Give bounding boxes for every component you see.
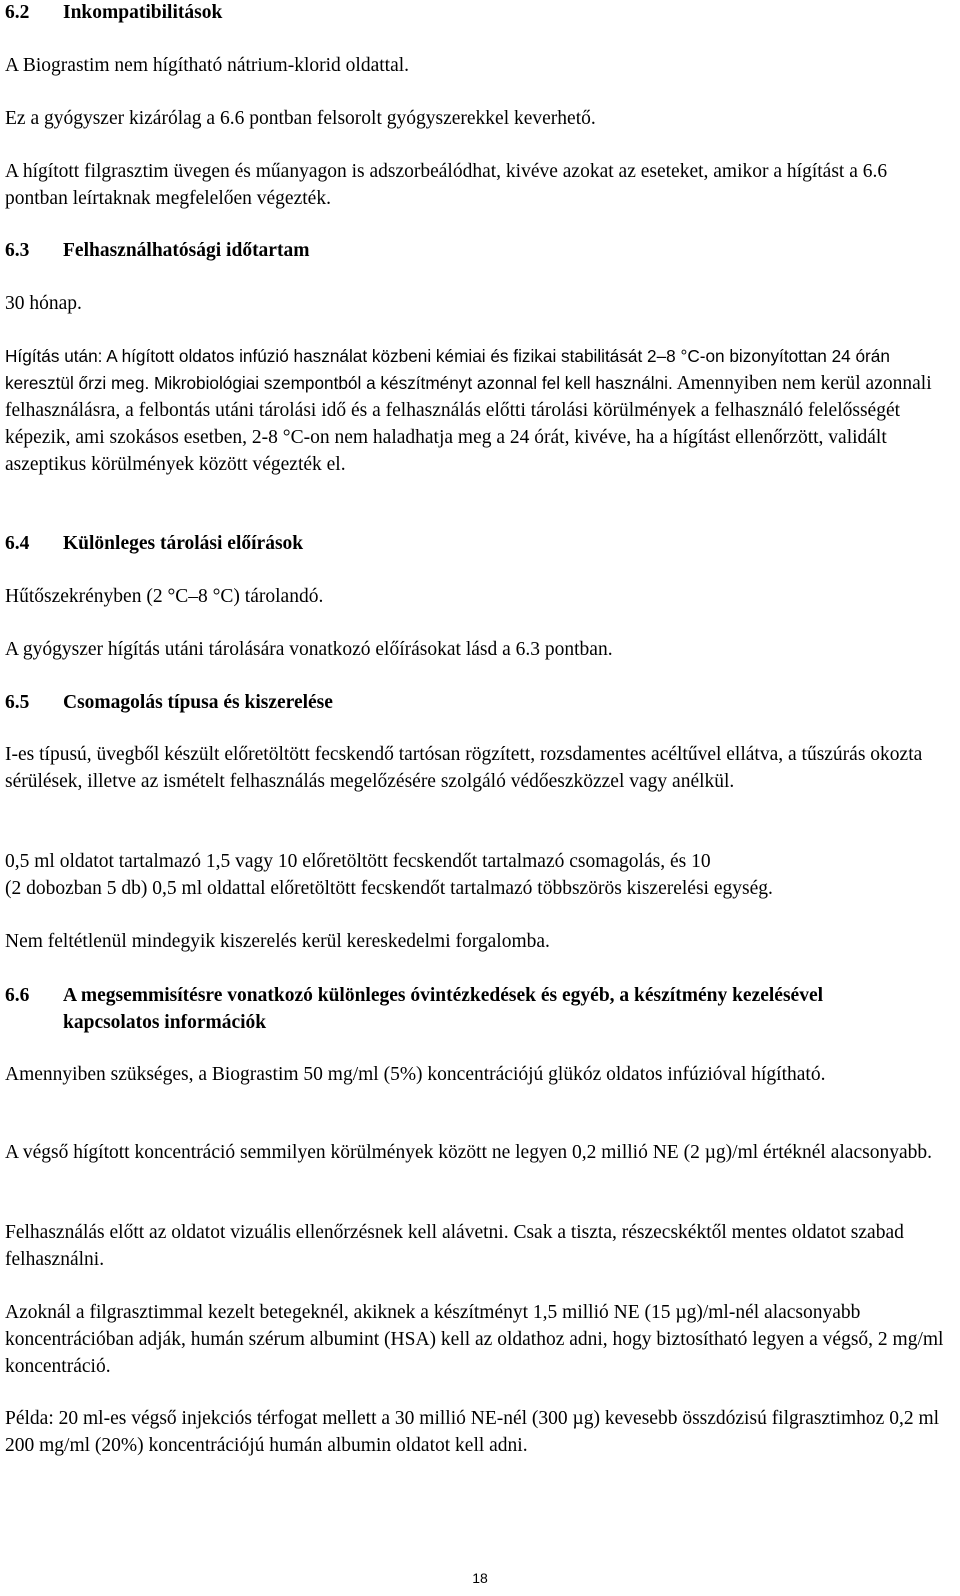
section-title: Csomagolás típusa és kiszerelése: [63, 692, 333, 713]
paragraph: 30 hónap.: [5, 293, 82, 314]
paragraph-sans-part: Hígítás után: A hígított oldatos infúzió használat közbeni kémiai és fizikai stabilitását 2–8 °C-on bizonyítottan 24 órán keresztül őrzi meg. Mikrobiológiai szempontból a készítményt azonnal fel kell használni.: [5, 346, 890, 393]
section-title: Inkompatibilitások: [63, 2, 223, 23]
paragraph-serif-part: Amennyiben nem kerül azonnali felhasználásra, a felbontás utáni tárolási idő és a felhasználás előtti tárolási körülmények a felhasználó felelősségét képezik, ami szokásos esetben, 2-8 °C-on nem haladhatja meg a 24 órát, kivéve, ha a hígítást ellenőrzött, validált aszeptikus körülmények között végezték el.: [5, 373, 932, 475]
paragraph: I-es típusú, üvegből készült előretöltött fecskendő tartósan rögzített, rozsdamentes acéltűvel ellátva, a tűszúrás okozta sérülések, illetve az ismételt felhasználás megelőzésére szolgáló védőeszközzel vagy anélkül.: [5, 744, 923, 792]
paragraph-storage-after-dilution: [5, 343, 950, 478]
section-title: Különleges tárolási előírások: [63, 533, 304, 554]
paragraph-line: 0,5 ml oldatot tartalmazó 1,5 vagy 10 előretöltött fecskendőt tartalmazó csomagolás, és 10: [5, 851, 711, 872]
paragraph: Felhasználás előtt az oldatot vizuális ellenőrzésnek kell alávetni. Csak a tiszta, részecskéktől mentes oldatot szabad felhasználni.: [5, 1222, 904, 1270]
section-heading-6-4: [5, 530, 950, 557]
paragraph: Amennyiben szükséges, a Biograstim 50 mg/ml (5%) koncentrációjú glükóz oldatos infúzióval hígítható.: [5, 1064, 826, 1085]
paragraph: Ez a gyógyszer kizárólag a 6.6 pontban felsorolt gyógyszerekkel keverhető.: [5, 108, 596, 129]
section-number: 6.4: [5, 533, 30, 554]
paragraph: Nem feltétlenül mindegyik kiszerelés kerül kereskedelmi forgalomba.: [5, 931, 550, 952]
section-title: Felhasználhatósági időtartam: [63, 240, 310, 261]
paragraph: Azoknál a filgrasztimmal kezelt betegeknél, akiknek a készítményt 1,5 millió NE (15 µg)/ml-nél alacsonyabb koncentrációban adják, humán szérum albumint (HSA) kell az oldathoz adni, hogy biztosítható legyen a végső, 2 mg/ml koncentráció.: [5, 1302, 944, 1377]
section-number: 6.2: [5, 2, 30, 23]
paragraph: A gyógyszer hígítás utáni tárolására vonatkozó előírásokat lásd a 6.3 pontban.: [5, 639, 613, 660]
paragraph: A végső hígított koncentráció semmilyen körülmények között ne legyen 0,2 millió NE (2 µg)/ml értéknél alacsonyabb.: [5, 1142, 932, 1163]
section-heading-6-3: [5, 237, 950, 264]
section-number: 6.5: [5, 692, 30, 713]
section-title: A megsemmisítésre vonatkozó különleges óvintézkedések és egyéb, a készítmény kezelésével kapcsolatos információk: [63, 985, 824, 1033]
section-heading-6-6: [5, 982, 950, 1036]
section-number: 6.6: [5, 985, 30, 1006]
section-heading-6-2: [5, 0, 950, 26]
section-heading-6-5: [5, 689, 950, 716]
paragraph: Hűtőszekrényben (2 °C–8 °C) tárolandó.: [5, 586, 324, 607]
section-number: 6.3: [5, 240, 30, 261]
paragraph: A Biograstim nem hígítható nátrium-klorid oldattal.: [5, 55, 410, 76]
paragraph: Példa: 20 ml-es végső injekciós térfogat mellett a 30 millió NE-nél (300 µg) kevesebb összdózisú filgrasztimhoz 0,2 ml 200 mg/ml (20%) koncentrációjú humán albumin oldatot kell adni.: [5, 1408, 940, 1456]
paragraph: A hígított filgrasztim üvegen és műanyagon is adszorbeálódhat, kivéve azokat az eseteket, amikor a hígítást a 6.6 pontban leírtaknak megfelelően végezték.: [5, 161, 888, 209]
page-number: 18: [472, 1570, 488, 1586]
paragraph-line: (2 dobozban 5 db) 0,5 ml oldattal előretöltött fecskendőt tartalmazó többszörös kiszerelési egység.: [5, 878, 773, 899]
